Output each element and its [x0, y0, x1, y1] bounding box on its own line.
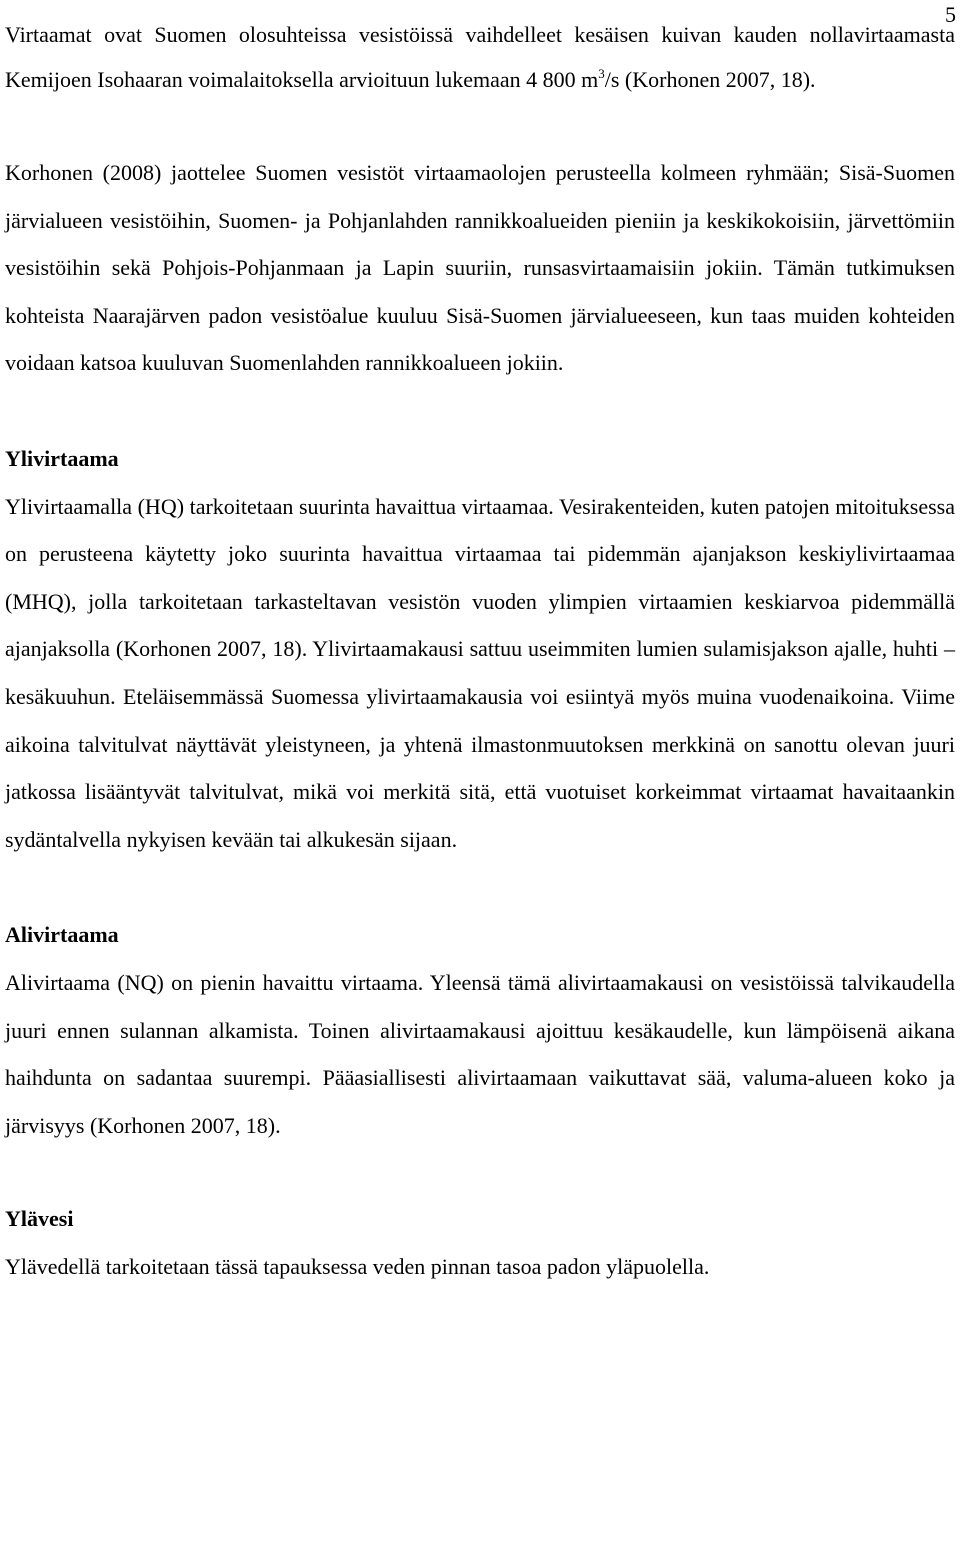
intro-text-end: /s (Korhonen 2007, 18). [604, 66, 816, 92]
paragraph-spacer [5, 387, 955, 435]
page-number: 5 [945, 2, 956, 27]
section-heading-alivirtaama: Alivirtaama [5, 922, 119, 948]
paragraph-spacer [5, 863, 955, 911]
paragraph-spacer [5, 102, 955, 149]
document-body [5, 13, 955, 1290]
classification-paragraph: Korhonen (2008) jaottelee Suomen vesistöt virtaamaolojen perusteella kolmeen ryhmään; Sisä-Suomen järvialueen vesistöihin, Suomen- ja Pohjanlahden rannikkoalueiden pieniin ja keskikokoisiin, järvettömiin vesistöihin sekä Pohjois-Pohjanmaan ja Lapin suuriin, runsasvirtaamaisiin jokiin. Tämän tutkimuksen kohteista Naarajärven padon vesistöalue kuuluu Sisä-Suomen järvialueeseen, kun taas muiden kohteiden voidaan katsoa kuuluvan Suomenlahden rannikkoalueen jokiin. [5, 160, 955, 376]
section-body-ylavesi: Ylävedellä tarkoitetaan tässä tapauksessa veden pinnan tasoa padon yläpuolella. [5, 1253, 710, 1279]
superscript-exponent: 3 [598, 65, 605, 81]
intro-text: Virtaamat ovat Suomen olosuhteissa vesistöissä vaihdelleet kesäisen kuivan kauden nollavirtaamasta Kemijoen Isohaaran voimalaitoksella arvioituun lukemaan 4 800 m [5, 22, 955, 92]
section-heading-ylavesi: Ylävesi [5, 1206, 74, 1232]
section-body-ylivirtaama: Ylivirtaamalla (HQ) tarkoitetaan suurinta havaittua virtaamaa. Vesirakenteiden, kuten patojen mitoituksessa on perusteena käytetty joko suurinta havaittua virtaamaa tai pidemmän ajanjakson keskiylivirtaamaa (MHQ), jolla tarkoitetaan tarkasteltavan vesistön vuoden ylimpien virtaamien keskiarvoa pidemmällä ajanjaksolla (Korhonen 2007, 18). Ylivirtaamakausi sattuu useimmiten lumien sulamisjakson ajalle, huhti – kesäkuuhun. Eteläisemmässä Suomessa ylivirtaamakausia voi esiintyä myös muina vuodenaikoina. Viime aikoina talvitulvat näyttävät yleistyneen, ja yhtenä ilmastonmuutoksen merkkinä on sanottu olevan juuri jatkossa lisääntyvät talvitulvat, mikä voi merkitä sitä, että vuotuiset korkeimmat virtaamat havaitaankin sydäntalvella nykyisen kevään tai alkukesän sijaan. [5, 493, 955, 852]
paragraph-spacer [5, 1149, 955, 1195]
section-body-alivirtaama: Alivirtaama (NQ) on pienin havaittu virtaama. Yleensä tämä alivirtaamakausi on vesistöissä talvikaudella juuri ennen sulannan alkamista. Toinen alivirtaamakausi ajoittuu kesäkaudelle, kun lämpöisenä aikana haihdunta on sadantaa suurempi. Pääasiallisesti alivirtaamaan vaikuttavat sää, valuma-alueen koko ja järvisyys (Korhonen 2007, 18). [5, 969, 955, 1138]
intro-paragraph [5, 13, 955, 102]
section-heading-ylivirtaama: Ylivirtaama [5, 445, 119, 471]
